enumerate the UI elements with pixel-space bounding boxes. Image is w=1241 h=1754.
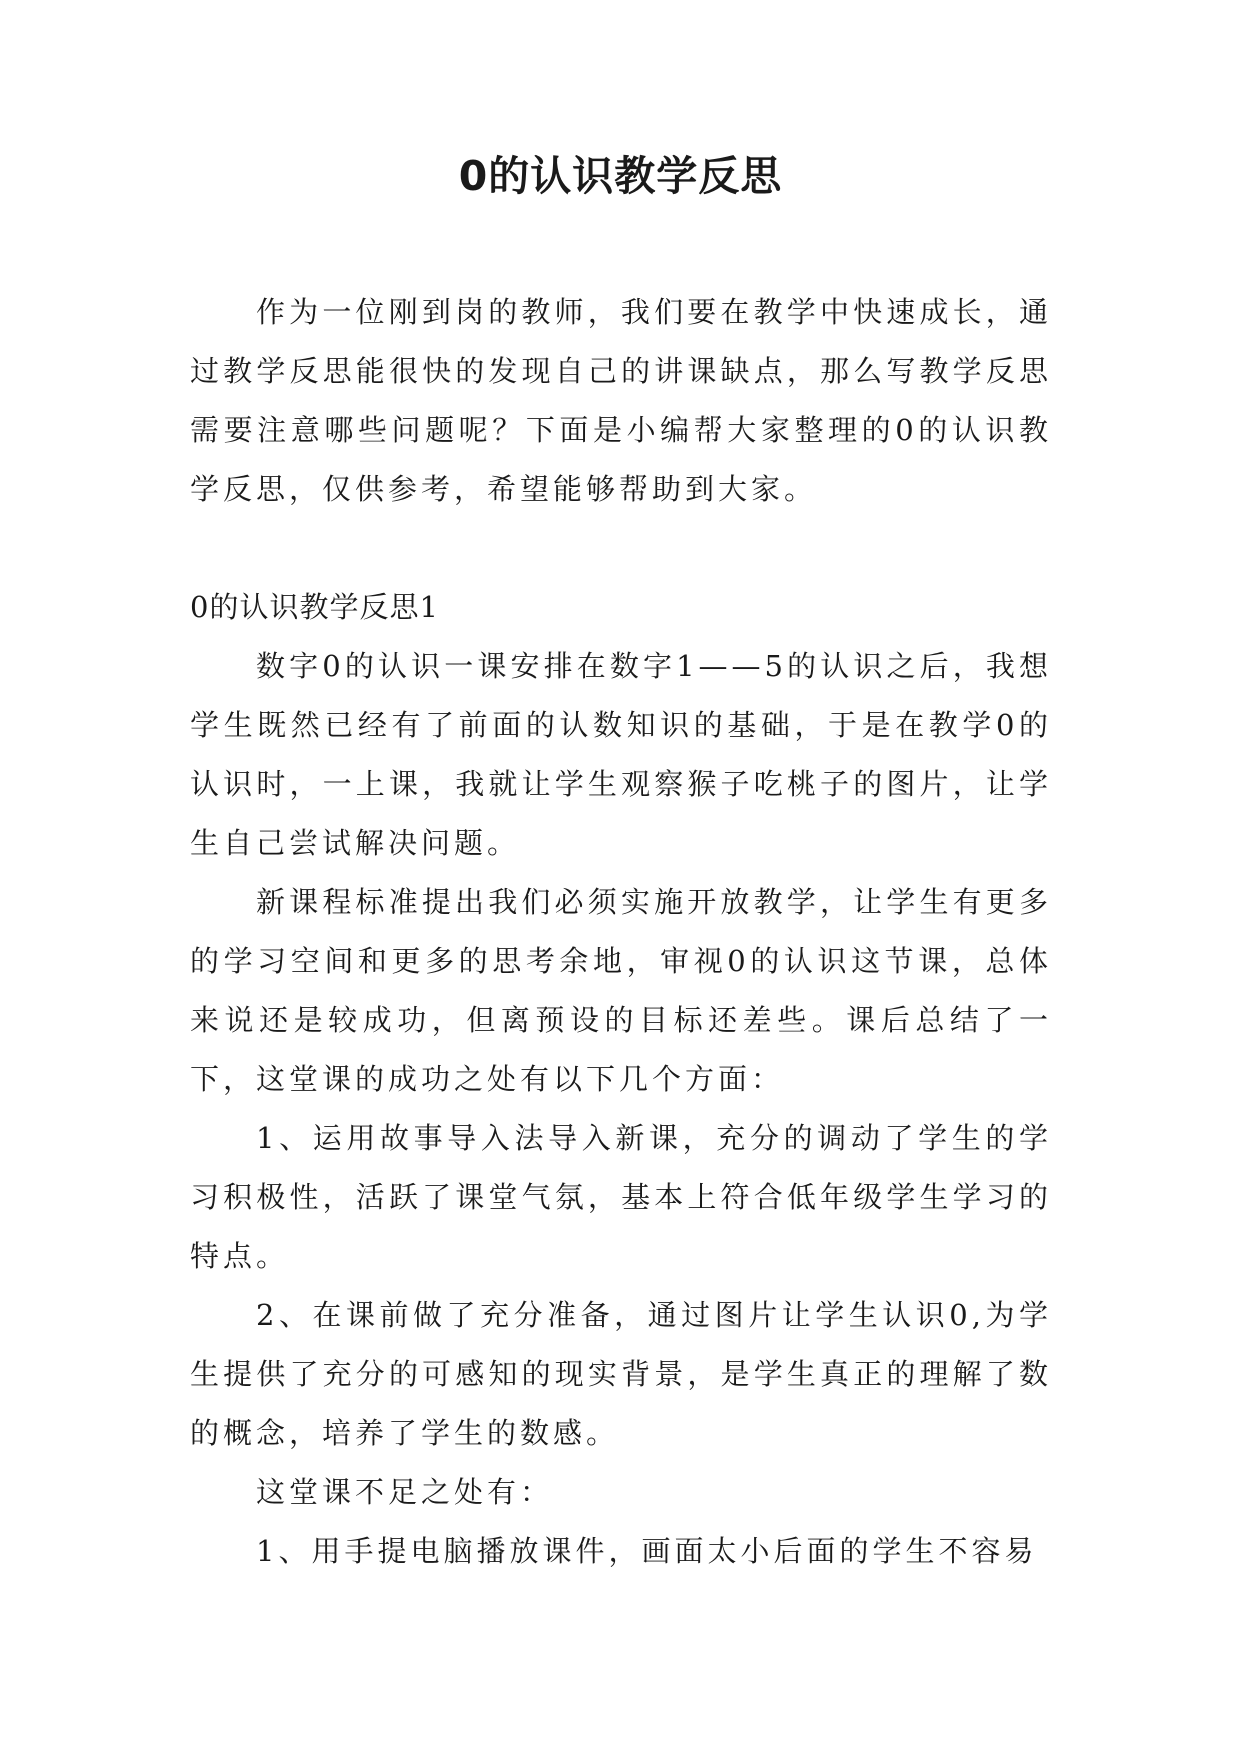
body-paragraph: 新课程标准提出我们必须实施开放教学，让学生有更多的学习空间和更多的思考余地，审视0的认识这节课，总体来说还是较成功，但离预设的目标还差些。课后总结了一下，这堂课的成功之处有以下几个方面： xyxy=(190,885,1052,1096)
body-paragraph: 2、在课前做了充分准备，通过图片让学生认识0,为学生提供了充分的可感知的现实背景，是学生真正的理解了数的概念，培养了学生的数感。 xyxy=(190,1298,1052,1450)
body-paragraph: 1、用手提电脑播放课件，画面太小后面的学生不容易 xyxy=(256,1534,1038,1568)
section-heading: 0的认识教学反思1 xyxy=(190,590,439,624)
document-title: 0的认识教学反思 xyxy=(458,152,783,200)
body-paragraph: 数字0的认识一课安排在数字1——5的认识之后，我想学生既然已经有了前面的认数知识的基础，于是在教学0的认识时，一上课，我就让学生观察猴子吃桃子的图片，让学生自己尝试解决问题。 xyxy=(190,649,1052,860)
body-paragraph: 1、运用故事导入法导入新课，充分的调动了学生的学习积极性，活跃了课堂气氛，基本上符合低年级学生学习的特点。 xyxy=(190,1121,1052,1273)
body-paragraph: 这堂课不足之处有： xyxy=(256,1475,554,1509)
intro-paragraph: 作为一位刚到岗的教师，我们要在教学中快速成长，通过教学反思能很快的发现自己的讲课缺点，那么写教学反思需要注意哪些问题呢？下面是小编帮大家整理的0的认识教学反思，仅供参考，希望能够帮助到大家。 xyxy=(190,295,1052,506)
document-body xyxy=(190,283,1052,1581)
